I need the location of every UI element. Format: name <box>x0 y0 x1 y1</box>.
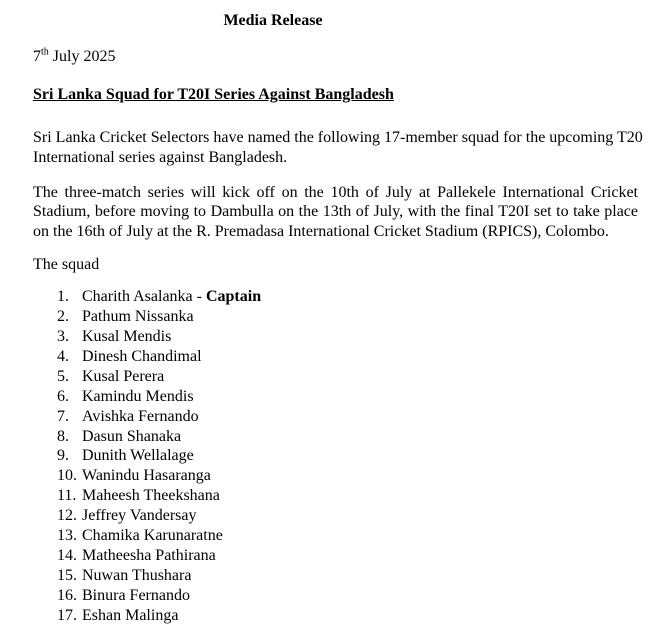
player-number: 9. <box>57 447 69 465</box>
squad-player-row <box>33 546 638 566</box>
player-number: 1. <box>57 288 69 306</box>
player-number: 4. <box>57 347 69 365</box>
squad-player-row <box>33 307 638 327</box>
player-name: Nuwan Thushara <box>82 566 192 584</box>
player-name: Charith Asalanka <box>82 288 193 306</box>
player-number: 16. <box>57 586 77 604</box>
squad-player-row <box>33 526 638 546</box>
squad-player-row <box>33 446 638 466</box>
schedule-paragraph <box>33 183 638 243</box>
squad-player-row <box>33 407 638 427</box>
player-name: Wanindu Hasaranga <box>82 467 211 485</box>
player-name: Pathum Nissanka <box>82 308 194 326</box>
player-name: Kusal Mendis <box>82 327 172 345</box>
date-day: 7 <box>33 47 41 65</box>
paragraph-line: Sri Lanka Cricket Selectors have named the following 17-member squad for the upcoming T20 <box>33 128 643 146</box>
player-name: Maheesh Theekshana <box>82 487 220 505</box>
player-role-separator: - <box>192 288 206 306</box>
date-ordinal-superscript: th <box>41 46 49 58</box>
squad-player-row <box>33 427 638 447</box>
player-number: 14. <box>57 546 77 564</box>
player-name: Avishka Fernando <box>82 407 199 425</box>
player-number: 11. <box>57 487 77 505</box>
player-number: 8. <box>57 427 69 445</box>
squad-player-row <box>33 606 638 626</box>
player-name: Dunith Wellalage <box>82 447 194 465</box>
document-title: Media Release <box>223 12 323 29</box>
player-number: 13. <box>57 527 77 545</box>
player-name: Dasun Shanaka <box>82 427 182 445</box>
squad-player-row <box>33 506 638 526</box>
player-number: 6. <box>57 387 69 405</box>
squad-player-row <box>33 586 638 606</box>
player-number: 5. <box>57 367 69 385</box>
squad-player-row <box>33 387 638 407</box>
player-number: 2. <box>57 308 69 326</box>
player-number: 3. <box>57 327 69 345</box>
squad-player-row <box>33 566 638 586</box>
squad-player-row <box>33 466 638 486</box>
player-name: Kusal Perera <box>82 367 165 385</box>
player-name: Binura Fernando <box>82 586 190 604</box>
squad-list <box>33 287 638 625</box>
squad-player-row <box>33 327 638 347</box>
date-rest: July 2025 <box>48 47 116 65</box>
squad-player-row <box>33 486 638 506</box>
document-date <box>33 47 638 67</box>
squad-player-row <box>33 367 638 387</box>
paragraph-line: International series against Bangladesh. <box>33 148 288 166</box>
player-name: Matheesha Pathirana <box>82 546 216 564</box>
player-number: 17. <box>57 606 77 624</box>
player-name: Dinesh Chandimal <box>82 347 202 365</box>
player-number: 15. <box>57 566 77 584</box>
player-number: 12. <box>57 507 77 525</box>
squad-player-row <box>33 347 638 367</box>
paragraph-line: on the 16th of July at the R. Premadasa International Cricket Stadium (RPICS), Colombo. <box>33 223 609 241</box>
squad-player-row <box>33 287 638 307</box>
player-name: Kamindu Mendis <box>82 387 194 405</box>
player-number: 10. <box>57 467 77 485</box>
player-role: Captain <box>205 288 262 306</box>
player-name: Eshan Malinga <box>82 606 179 624</box>
player-name: Chamika Karunaratne <box>82 527 223 545</box>
player-number: 7. <box>57 407 69 425</box>
document-heading: Sri Lanka Squad for T20I Series Against Bangladesh <box>33 85 394 103</box>
intro-paragraph <box>33 128 643 168</box>
squad-section-label: The squad <box>33 256 100 274</box>
paragraph-line: The three-match series will kick off on the 10th of July at Pallekele International Cricket <box>33 183 638 201</box>
paragraph-line: Stadium, before moving to Dambulla on the 13th of July, with the final T20I set to take place <box>33 203 638 221</box>
player-name: Jeffrey Vandersay <box>82 507 197 525</box>
